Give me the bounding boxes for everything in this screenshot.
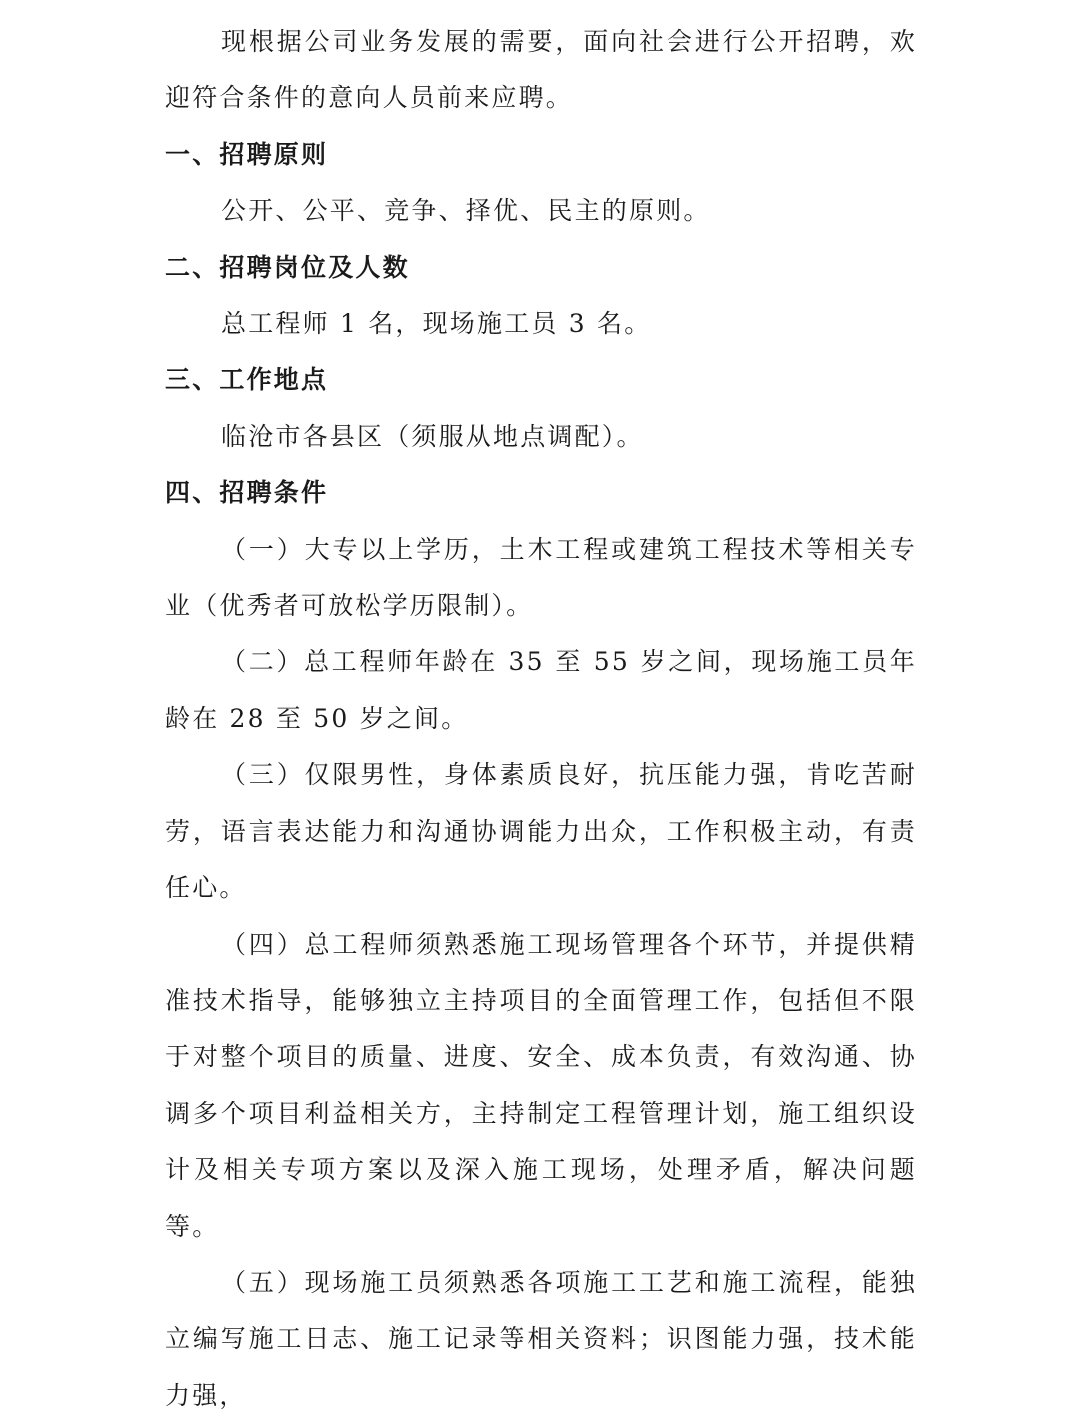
intro-paragraph: 现根据公司业务发展的需要，面向社会进行公开招聘，欢迎符合条件的意向人员前来应聘。 [165, 27, 917, 113]
section-heading-requirements: 四、招聘条件 [165, 478, 329, 508]
requirement-item-4: （四）总工程师须熟悉施工现场管理各个环节，并提供精准技术指导，能够独立主持项目的全面管理工作，包括但不限于对整个项目的质量、进度、安全、成本负责，有效沟通、协调多个项目利益相关方，主持制定工程管理计划，施工组织设计及相关专项方案以及深入施工现场，处理矛盾，解决问题等。 [165, 929, 917, 1241]
section-heading-location: 三、工作地点 [165, 365, 329, 395]
requirement-item-3: （三）仅限男性，身体素质良好，抗压能力强，肯吃苦耐劳，语言表达能力和沟通协调能力出众，工作积极主动，有责任心。 [165, 760, 917, 903]
requirement-item-2: （二）总工程师年龄在 35 至 55 岁之间，现场施工员年龄在 28 至 50 岁之间。 [165, 647, 917, 733]
requirement-item-1: （一）大专以上学历，土木工程或建筑工程技术等相关专业（优秀者可放松学历限制）。 [165, 534, 917, 621]
section-body-principles: 公开、公平、竞争、择优、民主的原则。 [221, 196, 711, 226]
document-page [165, 14, 917, 1424]
section-body-location: 临沧市各县区（须服从地点调配）。 [221, 421, 644, 451]
section-heading-principles: 一、招聘原则 [165, 139, 329, 169]
section-body-positions: 总工程师 1 名，现场施工员 3 名。 [221, 309, 652, 339]
section-heading-positions: 二、招聘岗位及人数 [165, 252, 410, 282]
requirement-item-5: （五）现场施工员须熟悉各项施工工艺和施工流程，能独立编写施工日志、施工记录等相关资料；识图能力强，技术能力强， [165, 1267, 917, 1410]
